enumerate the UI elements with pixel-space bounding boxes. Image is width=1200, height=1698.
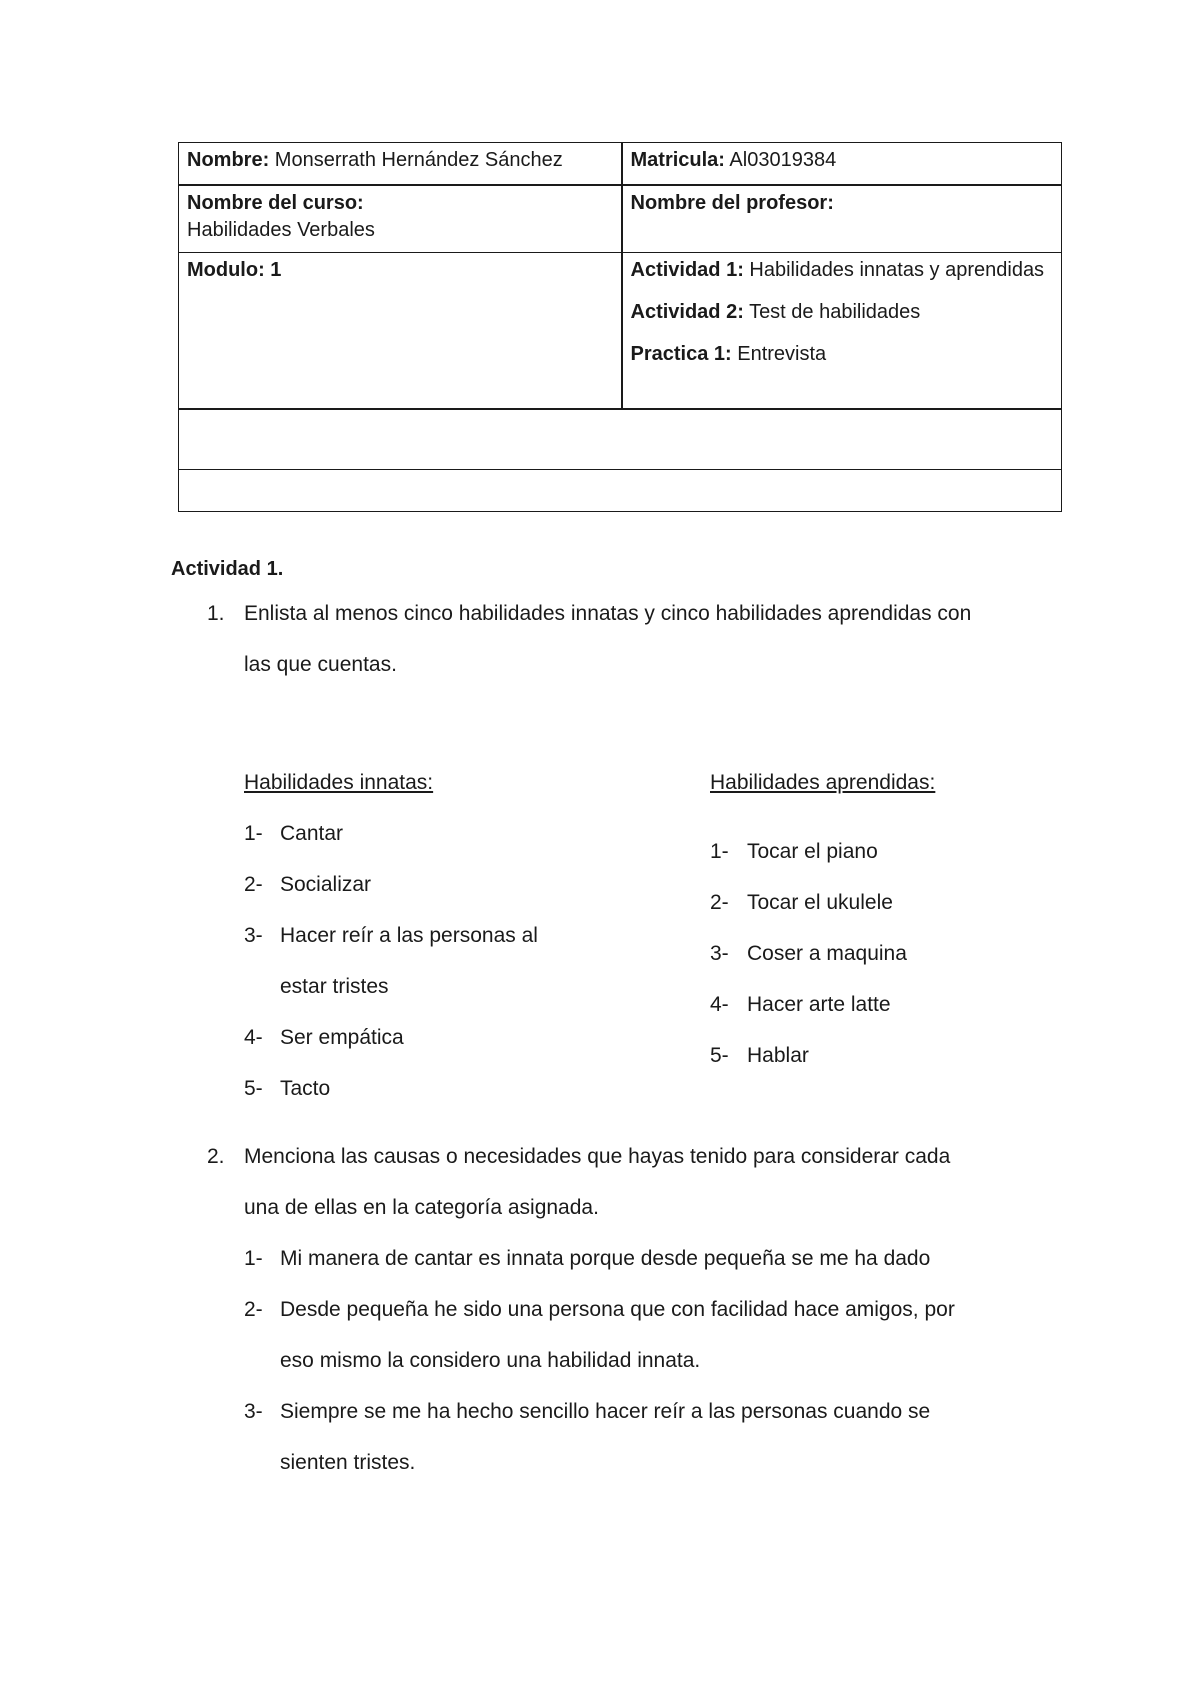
aprendidas-item-4-number: 4- bbox=[710, 993, 729, 1016]
q2-answer-1-number: 1- bbox=[244, 1247, 263, 1270]
aprendidas-item-2-number: 2- bbox=[710, 891, 729, 914]
innatas-item-2: Socializar bbox=[280, 873, 372, 896]
info-row-empty-1 bbox=[179, 409, 1062, 470]
q2-answer-1: Mi manera de cantar es innata porque desde pequeña se me ha dado bbox=[280, 1247, 931, 1270]
aprendidas-item-1-number: 1- bbox=[710, 840, 729, 863]
modulo-cell bbox=[179, 253, 622, 409]
nombre-cell bbox=[179, 143, 622, 185]
innatas-item-1-number: 1- bbox=[244, 822, 263, 845]
aprendidas-item-4: Hacer arte latte bbox=[747, 993, 891, 1016]
q2-line1: Menciona las causas o necesidades que hayas tenido para considerar cada bbox=[244, 1145, 951, 1168]
innatas-item-3-cont: estar tristes bbox=[280, 975, 389, 998]
actividad1-label: Actividad 1: bbox=[630, 259, 744, 281]
info-row-course bbox=[179, 185, 1062, 253]
aprendidas-item-5: Hablar bbox=[747, 1044, 809, 1067]
innatas-item-5-number: 5- bbox=[244, 1077, 263, 1100]
info-row-empty-2 bbox=[179, 470, 1062, 512]
innatas-heading: Habilidades innatas: bbox=[244, 771, 434, 794]
aprendidas-item-3-number: 3- bbox=[710, 942, 729, 965]
practica1-label: Practica 1: bbox=[630, 343, 732, 365]
section-title: Actividad 1. bbox=[171, 558, 284, 580]
modulo-label: Modulo: 1 bbox=[187, 259, 282, 281]
info-table bbox=[178, 142, 1062, 512]
profesor-cell bbox=[622, 185, 1062, 253]
q1-number: 1. bbox=[207, 602, 225, 625]
matricula-value: Al03019384 bbox=[729, 149, 837, 171]
profesor-label: Nombre del profesor: bbox=[630, 191, 834, 214]
info-row-module bbox=[179, 253, 1062, 409]
q2-answer-2-cont: eso mismo la considero una habilidad innata. bbox=[280, 1349, 701, 1372]
aprendidas-heading: Habilidades aprendidas: bbox=[710, 771, 936, 794]
actividad2-value: Test de habilidades bbox=[749, 301, 921, 323]
innatas-item-2-number: 2- bbox=[244, 873, 263, 896]
empty-cell-1 bbox=[179, 409, 1062, 470]
curso-label: Nombre del curso: bbox=[187, 191, 364, 214]
q2-answer-3-number: 3- bbox=[244, 1400, 263, 1423]
practica1-value: Entrevista bbox=[737, 343, 827, 365]
curso-value: Habilidades Verbales bbox=[187, 218, 375, 241]
innatas-item-4: Ser empática bbox=[280, 1026, 404, 1049]
q1-line1: Enlista al menos cinco habilidades innatas y cinco habilidades aprendidas con bbox=[244, 602, 972, 625]
aprendidas-item-2: Tocar el ukulele bbox=[747, 891, 893, 914]
actividad1-line bbox=[631, 257, 1054, 284]
q2-answer-2: Desde pequeña he sido una persona que con facilidad hace amigos, por bbox=[280, 1298, 955, 1321]
matricula-cell bbox=[622, 143, 1062, 185]
actividad1-value: Habilidades innatas y aprendidas bbox=[749, 259, 1045, 281]
matricula-label: Matricula: bbox=[630, 149, 725, 171]
nombre-label: Nombre: bbox=[187, 149, 270, 171]
innatas-item-5: Tacto bbox=[280, 1077, 331, 1100]
q2-answer-2-number: 2- bbox=[244, 1298, 263, 1321]
actividades-cell bbox=[622, 253, 1062, 409]
actividad2-line bbox=[631, 299, 1054, 326]
q2-answer-3-cont: sienten tristes. bbox=[280, 1451, 416, 1474]
aprendidas-item-1: Tocar el piano bbox=[747, 840, 878, 863]
nombre-value: Monserrath Hernández Sánchez bbox=[274, 149, 563, 171]
practica1-line bbox=[631, 341, 1054, 368]
info-row-name bbox=[179, 143, 1062, 185]
actividad2-label: Actividad 2: bbox=[630, 301, 744, 323]
aprendidas-item-3: Coser a maquina bbox=[747, 942, 907, 965]
innatas-item-1: Cantar bbox=[280, 822, 344, 845]
innatas-item-4-number: 4- bbox=[244, 1026, 263, 1049]
curso-cell bbox=[179, 185, 622, 253]
q1-line2: las que cuentas. bbox=[244, 653, 397, 676]
aprendidas-item-5-number: 5- bbox=[710, 1044, 729, 1067]
empty-cell-2 bbox=[179, 470, 1062, 512]
innatas-item-3-number: 3- bbox=[244, 924, 263, 947]
q2-answer-3: Siempre se me ha hecho sencillo hacer reír a las personas cuando se bbox=[280, 1400, 931, 1423]
q2-line2: una de ellas en la categoría asignada. bbox=[244, 1196, 599, 1219]
q2-number: 2. bbox=[207, 1145, 225, 1168]
innatas-item-3: Hacer reír a las personas al bbox=[280, 924, 538, 947]
